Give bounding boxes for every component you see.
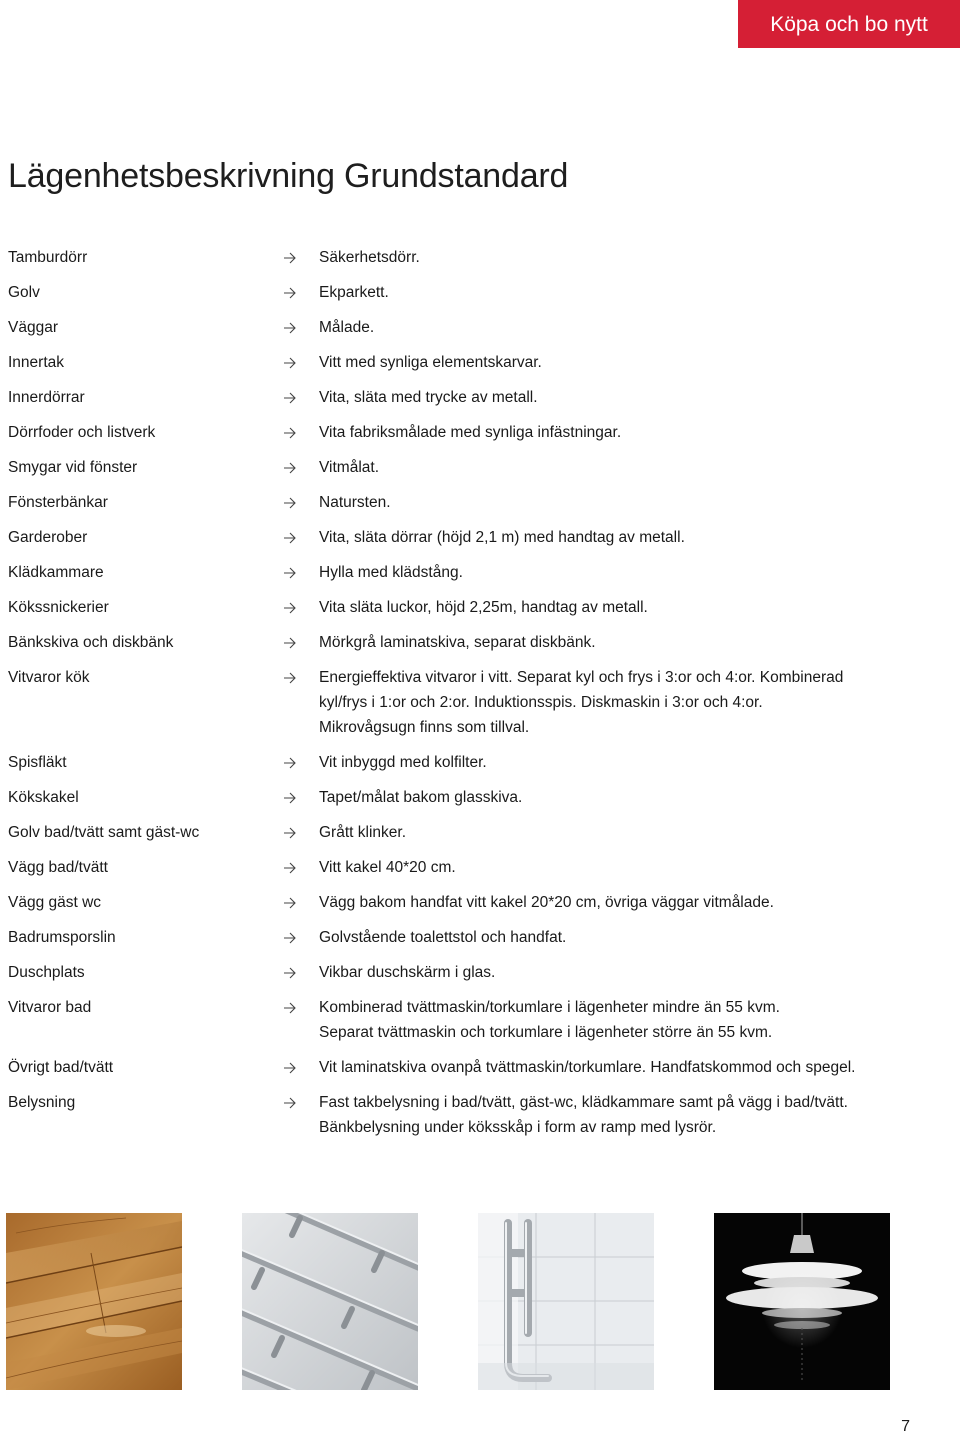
arrow-right-icon	[283, 1061, 297, 1075]
spec-value	[319, 490, 939, 515]
page-title: Lägenhetsbeskrivning Grundstandard	[8, 157, 569, 195]
spec-value-line: Målade.	[319, 319, 375, 336]
spec-label: Kökssnickerier	[8, 599, 109, 616]
spec-value	[319, 855, 939, 880]
spec-value	[319, 350, 939, 375]
arrow-right-icon	[283, 251, 297, 265]
spec-value-line: Vägg bakom handfat vitt kakel 20*20 cm, övriga väggar vitmålade.	[319, 894, 774, 911]
spec-value-line: Mörkgrå laminatskiva, separat diskbänk.	[319, 634, 596, 651]
spec-value	[319, 995, 939, 1045]
spec-label: Golv bad/tvätt samt gäst-wc	[8, 824, 200, 841]
section-tag: Köpa och bo nytt	[738, 0, 960, 48]
spec-value-line: kyl/frys i 1:or och 2:or. Induktionsspis. Diskmaskin i 3:or och 4:or.	[319, 694, 763, 711]
metal-handles-photo	[242, 1213, 418, 1390]
spec-value-line: Energieffektiva vitvaror i vitt. Separat kyl och frys i 3:or och 4:or. Kombinerad	[319, 669, 844, 686]
arrow-right-icon	[283, 356, 297, 370]
spec-label: Vägg bad/tvätt	[8, 859, 108, 876]
spec-value-line: Vit inbyggd med kolfilter.	[319, 754, 487, 771]
spec-label: Badrumsporslin	[8, 929, 116, 946]
spec-label: Spisfläkt	[8, 754, 67, 771]
arrow-right-icon	[283, 966, 297, 980]
arrow-right-icon	[283, 756, 297, 770]
towel-rail-photo	[478, 1213, 654, 1390]
spec-label: Övrigt bad/tvätt	[8, 1059, 114, 1076]
pendant-lamp-photo	[714, 1213, 890, 1390]
arrow-right-icon	[283, 861, 297, 875]
spec-label: Innertak	[8, 354, 65, 371]
spec-value-line: Ekparkett.	[319, 284, 389, 301]
page-number: 7	[901, 1418, 910, 1435]
spec-value-line: Separat tvättmaskin och torkumlare i lägenheter större än 55 kvm.	[319, 1024, 773, 1041]
spec-label: Bänkskiva och diskbänk	[8, 634, 174, 651]
spec-value	[319, 315, 939, 340]
arrow-right-icon	[283, 461, 297, 475]
spec-value-line: Vita, släta med trycke av metall.	[319, 389, 538, 406]
spec-value-line: Fast takbelysning i bad/tvätt, gäst-wc, klädkammare samt på vägg i bad/tvätt.	[319, 1094, 848, 1111]
spec-value-line: Vita fabriksmålade med synliga infästningar.	[319, 424, 622, 441]
spec-label: Vitvaror bad	[8, 999, 92, 1016]
arrow-right-icon	[283, 426, 297, 440]
arrow-right-icon	[283, 531, 297, 545]
arrow-right-icon	[283, 321, 297, 335]
spec-value-line: Vita släta luckor, höjd 2,25m, handtag av metall.	[319, 599, 648, 616]
arrow-right-icon	[283, 671, 297, 685]
spec-label: Fönsterbänkar	[8, 494, 108, 511]
spec-label: Klädkammare	[8, 564, 104, 581]
arrow-right-icon	[283, 1096, 297, 1110]
spec-value-line: Vikbar duschskärm i glas.	[319, 964, 496, 981]
arrow-right-icon	[283, 496, 297, 510]
spec-value-line: Grått klinker.	[319, 824, 406, 841]
spec-value-line: Vit laminatskiva ovanpå tvättmaskin/torkumlare. Handfatskommod och spegel.	[319, 1059, 856, 1076]
spec-label: Belysning	[8, 1094, 76, 1111]
arrow-right-icon	[283, 601, 297, 615]
spec-label: Vägg gäst wc	[8, 894, 102, 911]
spec-value	[319, 420, 939, 445]
spec-value-line: Bänkbelysning under köksskåp i form av ramp med lysrör.	[319, 1119, 717, 1136]
arrow-right-icon	[283, 896, 297, 910]
arrow-right-icon	[283, 286, 297, 300]
spec-value-line: Vitt med synliga elementskarvar.	[319, 354, 542, 371]
arrow-right-icon	[283, 791, 297, 805]
spec-label: Kökskakel	[8, 789, 79, 806]
spec-value	[319, 820, 939, 845]
spec-label: Dörrfoder och listverk	[8, 424, 156, 441]
spec-value	[319, 750, 939, 775]
spec-value-line: Natursten.	[319, 494, 391, 511]
spec-label: Garderober	[8, 529, 88, 546]
spec-value-line: Kombinerad tvättmaskin/torkumlare i lägenheter mindre än 55 kvm.	[319, 999, 780, 1016]
spec-value	[319, 525, 939, 550]
spec-value	[319, 245, 939, 270]
spec-label: Tamburdörr	[8, 249, 88, 266]
spec-label: Innerdörrar	[8, 389, 85, 406]
spec-value	[319, 1055, 939, 1080]
arrow-right-icon	[283, 636, 297, 650]
spec-value	[319, 560, 939, 585]
oak-parquet-photo	[6, 1213, 182, 1390]
spec-value-line: Vitt kakel 40*20 cm.	[319, 859, 456, 876]
spec-label: Väggar	[8, 319, 58, 336]
spec-value-line: Tapet/målat bakom glasskiva.	[319, 789, 523, 806]
arrow-right-icon	[283, 391, 297, 405]
spec-value	[319, 890, 939, 915]
spec-value	[319, 280, 939, 305]
spec-value-line: Säkerhetsdörr.	[319, 249, 420, 266]
spec-value-line: Mikrovågsugn finns som tillval.	[319, 719, 530, 736]
spec-value	[319, 960, 939, 985]
spec-label: Vitvaror kök	[8, 669, 90, 686]
spec-label: Golv	[8, 284, 40, 301]
spec-value-line: Vita, släta dörrar (höjd 2,1 m) med handtag av metall.	[319, 529, 685, 546]
spec-value	[319, 925, 939, 950]
spec-value	[319, 665, 939, 740]
spec-label: Smygar vid fönster	[8, 459, 138, 476]
arrow-right-icon	[283, 931, 297, 945]
spec-label: Duschplats	[8, 964, 85, 981]
arrow-right-icon	[283, 566, 297, 580]
arrow-right-icon	[283, 826, 297, 840]
spec-value	[319, 630, 939, 655]
spec-value-line: Hylla med klädstång.	[319, 564, 463, 581]
spec-value	[319, 595, 939, 620]
spec-value	[319, 455, 939, 480]
spec-value	[319, 385, 939, 410]
spec-value-line: Golvstående toalettstol och handfat.	[319, 929, 567, 946]
arrow-right-icon	[283, 1001, 297, 1015]
spec-value	[319, 1090, 939, 1140]
spec-value	[319, 785, 939, 810]
spec-value-line: Vitmålat.	[319, 459, 380, 476]
